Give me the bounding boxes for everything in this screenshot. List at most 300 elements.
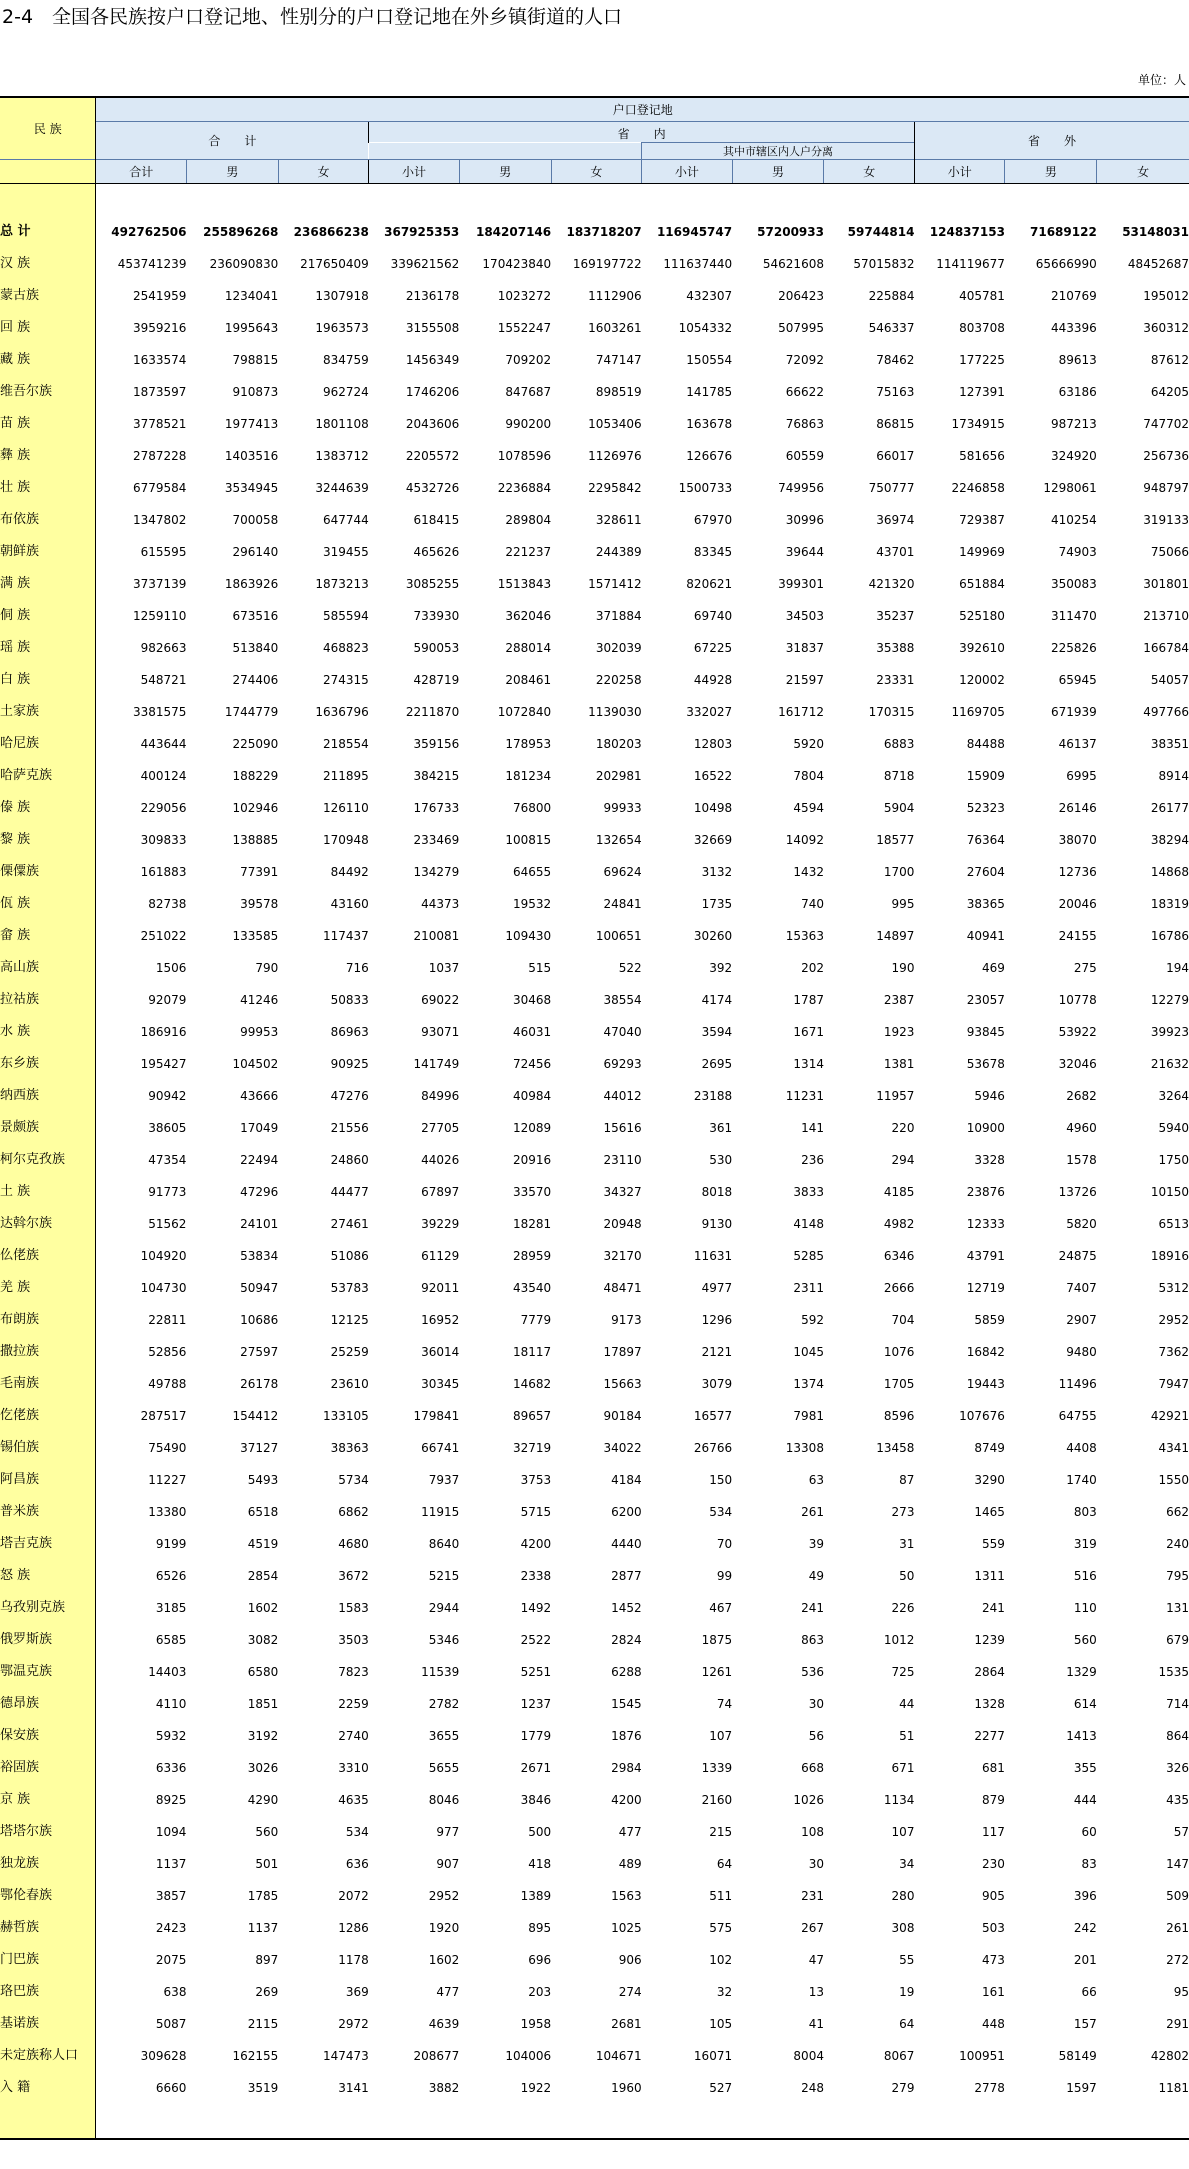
table-row [0,1176,1189,1208]
value-cell: 1851 [247,1697,279,1711]
value-cell: 3672 [338,1569,369,1583]
value-cell: 8749 [974,1441,1005,1455]
value-cell: 90925 [330,1057,369,1071]
value-cell: 225090 [232,737,279,751]
subheader-cell: 男 [459,160,551,184]
value-cell: 34503 [785,609,824,623]
value-cell: 362046 [505,609,552,623]
table-row [0,2040,1189,2072]
value-cell: 4680 [338,1537,369,1551]
value-cell: 67225 [693,641,733,655]
table-row [0,472,1189,504]
value-cell: 534 [709,1505,733,1519]
value-cell: 274 [618,1985,642,1999]
value-cell: 2984 [611,1761,642,1775]
value-cell: 1314 [793,1057,824,1071]
value-cell: 86815 [876,417,915,431]
value-cell: 432307 [686,289,733,303]
value-cell: 26766 [693,1441,733,1455]
value-cell: 63186 [1058,385,1097,399]
subheader-cell: 男 [186,160,278,184]
value-cell: 4977 [701,1281,733,1295]
value-cell: 1779 [520,1729,552,1743]
value-cell: 1700 [883,865,915,879]
value-cell: 230 [982,1857,1005,1871]
value-cell: 733930 [413,609,460,623]
value-cell: 225826 [1050,641,1097,655]
value-cell: 6346 [883,1249,915,1263]
value-cell: 308 [891,1921,915,1935]
value-cell: 2121 [701,1345,733,1359]
value-cell: 161 [982,1985,1005,1999]
value-cell: 2952 [1158,1313,1189,1327]
value-cell: 5859 [974,1313,1005,1327]
value-cell: 20046 [1058,897,1097,911]
value-cell: 4341 [1158,1441,1189,1455]
value-cell: 67897 [421,1185,460,1199]
value-cell: 269 [255,1985,279,1999]
value-cell: 863 [801,1633,824,1647]
value-cell: 24860 [330,1153,369,1167]
value-cell: 585594 [322,609,369,623]
value-cell: 36014 [421,1345,460,1359]
ethnicity-name: 畲 族 [0,920,96,952]
value-cell: 2782 [428,1697,460,1711]
value-cell: 1374 [793,1377,824,1391]
value-cell: 19 [899,1985,915,1999]
value-cell: 548721 [140,673,187,687]
value-cell: 50833 [330,993,369,1007]
value-cell: 3778521 [133,417,187,431]
value-cell: 100815 [505,833,552,847]
value-cell: 647744 [322,513,369,527]
value-cell: 60559 [785,449,824,463]
value-cell: 110 [1073,1601,1097,1615]
value-cell: 1920 [428,1921,460,1935]
value-cell: 3244639 [315,481,369,495]
value-cell: 1571412 [588,577,642,591]
value-cell: 10900 [966,1121,1005,1135]
value-cell: 1234041 [224,289,279,303]
value-cell: 2160 [701,1793,733,1807]
value-cell: 47354 [148,1153,187,1167]
value-cell: 82738 [148,897,187,911]
value-cell: 6288 [611,1665,642,1679]
value-cell: 1012 [883,1633,915,1647]
value-cell: 23876 [966,1185,1005,1199]
value-cell: 40984 [512,1089,552,1103]
value-cell: 194 [1166,961,1189,975]
value-cell: 5655 [428,1761,460,1775]
value-cell: 1785 [247,1889,279,1903]
value-cell: 92011 [421,1281,460,1295]
header-in-province-spacer [369,143,642,160]
value-cell: 5285 [793,1249,824,1263]
value-cell: 91773 [148,1185,187,1199]
value-cell: 26177 [1150,801,1189,815]
value-cell: 2387 [883,993,915,1007]
value-cell: 289804 [505,513,552,527]
spacer-cell [96,184,1189,217]
value-cell: 261 [801,1505,824,1519]
value-cell: 108 [801,1825,824,1839]
value-cell: 6779584 [133,481,187,495]
value-cell: 747147 [595,353,642,367]
value-cell: 248 [801,2081,824,2095]
value-cell: 355 [1073,1761,1097,1775]
value-cell: 7947 [1158,1377,1189,1391]
value-cell: 990200 [505,417,552,431]
value-cell: 1963573 [315,321,369,335]
value-cell: 127391 [959,385,1005,399]
value-cell: 2136178 [405,289,460,303]
value-cell: 16842 [966,1345,1005,1359]
table-row [0,1208,1189,1240]
value-cell: 477 [436,1985,460,1999]
value-cell: 4639 [428,2017,460,2031]
value-cell: 51086 [330,1249,369,1263]
value-cell: 11631 [693,1249,733,1263]
value-cell: 43666 [240,1089,279,1103]
value-cell: 1078596 [497,449,552,463]
value-cell: 107676 [959,1409,1005,1423]
value-cell: 1583 [338,1601,369,1615]
ethnicity-name: 东乡族 [0,1048,96,1080]
value-cell: 3381575 [133,705,187,719]
value-cell: 9480 [1066,1345,1097,1359]
value-cell: 76364 [966,833,1005,847]
ethnicity-name: 藏 族 [0,344,96,376]
value-cell: 21632 [1150,1057,1189,1071]
value-cell: 57 [1173,1825,1189,1839]
ethnicity-name: 乌孜别克族 [0,1592,96,1624]
value-cell: 319 [1073,1537,1097,1551]
value-cell: 251022 [140,929,187,943]
ethnicity-name: 锡伯族 [0,1432,96,1464]
value-cell: 184207146 [475,225,552,239]
table-row [0,248,1189,280]
value-cell: 1237 [520,1697,552,1711]
value-cell: 84996 [421,1089,460,1103]
value-cell: 61129 [421,1249,460,1263]
value-cell: 44012 [603,1089,642,1103]
ethnicity-name: 裕固族 [0,1752,96,1784]
value-cell: 696 [528,1953,552,1967]
value-cell: 581656 [959,449,1005,463]
ethnicity-name: 蒙古族 [0,280,96,312]
value-cell: 16786 [1150,929,1189,943]
value-cell: 44477 [330,1185,369,1199]
table-row [0,1816,1189,1848]
header-ethnicity: 民 族 [0,97,96,160]
value-cell: 170948 [322,833,369,847]
value-cell: 444 [1073,1793,1097,1807]
value-cell: 102 [709,1953,733,1967]
value-cell: 203 [528,1985,552,1999]
value-cell: 64 [716,1857,733,1871]
value-cell: 39578 [240,897,279,911]
value-cell: 31 [899,1537,915,1551]
ethnicity-name: 阿昌族 [0,1464,96,1496]
value-cell: 1045 [793,1345,824,1359]
value-cell: 4532726 [405,481,460,495]
value-cell: 1995643 [224,321,279,335]
ethnicity-name: 景颇族 [0,1112,96,1144]
ethnicity-name: 鄂伦春族 [0,1880,96,1912]
value-cell: 5215 [428,1569,460,1583]
value-cell: 294 [891,1153,915,1167]
value-cell: 8046 [428,1793,460,1807]
ethnicity-name: 纳西族 [0,1080,96,1112]
population-table [0,96,1189,2140]
ethnicity-name: 柯尔克孜族 [0,1144,96,1176]
ethnicity-name: 哈萨克族 [0,760,96,792]
value-cell: 847687 [505,385,552,399]
value-cell: 3737139 [133,577,187,591]
value-cell: 3155508 [405,321,460,335]
value-cell: 14682 [512,1377,552,1391]
value-cell: 17049 [240,1121,279,1135]
value-cell: 1298061 [1043,481,1097,495]
value-cell: 4148 [793,1217,824,1231]
value-cell: 280 [891,1889,915,1903]
subheader-cell: 女 [1097,160,1189,184]
value-cell: 218554 [322,737,369,751]
value-cell: 64205 [1150,385,1189,399]
value-cell: 210081 [413,929,460,943]
value-cell: 4184 [611,1473,642,1487]
value-cell: 1072840 [497,705,552,719]
value-cell: 37127 [240,1441,279,1455]
ethnicity-name: 撒拉族 [0,1336,96,1368]
ethnicity-name: 汉 族 [0,248,96,280]
value-cell: 229056 [140,801,187,815]
value-cell: 400124 [140,769,187,783]
value-cell: 1873213 [315,577,369,591]
value-cell: 52856 [148,1345,187,1359]
ethnicity-name: 怒 族 [0,1560,96,1592]
value-cell: 47 [808,1953,824,1967]
value-cell: 7823 [338,1665,369,1679]
value-cell: 208677 [413,2049,460,2063]
value-cell: 44373 [421,897,460,911]
value-cell: 1053406 [588,417,642,431]
value-cell: 681 [982,1761,1005,1775]
value-cell: 65666990 [1035,257,1097,271]
value-cell: 211895 [322,769,369,783]
value-cell: 104730 [140,1281,187,1295]
value-cell: 638 [163,1985,187,1999]
table-row [0,440,1189,472]
value-cell: 76863 [785,417,824,431]
value-cell: 23110 [603,1153,642,1167]
value-cell: 93845 [966,1025,1005,1039]
value-cell: 274406 [232,673,279,687]
ethnicity-name: 独龙族 [0,1848,96,1880]
value-cell: 33570 [512,1185,552,1199]
value-cell: 41246 [240,993,279,1007]
value-cell: 6513 [1158,1217,1189,1231]
ethnicity-name: 彝 族 [0,440,96,472]
value-cell: 30260 [693,929,733,943]
value-cell: 1296 [701,1313,733,1327]
ethnicity-name: 基诺族 [0,2008,96,2040]
value-cell: 18117 [512,1345,552,1359]
value-cell: 489 [618,1857,642,1871]
value-cell: 1259110 [133,609,187,623]
value-cell: 1873597 [133,385,187,399]
value-cell: 13726 [1058,1185,1097,1199]
ethnicity-name: 羌 族 [0,1272,96,1304]
value-cell: 275 [1073,961,1097,975]
value-cell: 181234 [505,769,552,783]
value-cell: 92079 [148,993,187,1007]
value-cell: 5940 [1158,1121,1189,1135]
ethnicity-name: 鄂温克族 [0,1656,96,1688]
value-cell: 367925353 [384,225,460,239]
value-cell: 24101 [240,1217,279,1231]
ethnicity-name: 未定族称人口 [0,2040,96,2072]
value-cell: 244389 [595,545,642,559]
table-row [0,568,1189,600]
value-cell: 324920 [1050,449,1097,463]
value-cell: 133585 [232,929,279,943]
value-cell: 163678 [686,417,733,431]
value-cell: 14092 [785,833,824,847]
value-cell: 671 [891,1761,915,1775]
value-cell: 95 [1173,1985,1189,1999]
table-row [0,1592,1189,1624]
value-cell: 1432 [793,865,824,879]
table-row [0,1784,1189,1816]
value-cell: 350083 [1050,577,1097,591]
value-cell: 421320 [868,577,915,591]
value-cell: 709202 [505,353,552,367]
value-cell: 1307918 [315,289,369,303]
value-cell: 3192 [247,1729,279,1743]
value-cell: 2072 [338,1889,369,1903]
value-cell: 507995 [778,321,824,335]
value-cell: 2864 [974,1665,1005,1679]
value-cell: 89613 [1058,353,1097,367]
value-cell: 704 [891,1313,915,1327]
value-cell: 74903 [1058,545,1097,559]
table-row [0,792,1189,824]
value-cell: 615595 [140,545,187,559]
value-cell: 301801 [1143,577,1189,591]
value-cell: 53783 [330,1281,369,1295]
value-cell: 2211870 [405,705,460,719]
value-cell: 44026 [421,1153,460,1167]
value-cell: 3959216 [133,321,187,335]
value-cell: 23610 [330,1377,369,1391]
value-cell: 1389 [520,1889,552,1903]
ethnicity-name: 保安族 [0,1720,96,1752]
value-cell: 195427 [140,1057,187,1071]
value-cell: 3141 [338,2081,369,2095]
ethnicity-name: 德昂族 [0,1688,96,1720]
value-cell: 12125 [330,1313,369,1327]
header-total: 合 计 [96,122,369,160]
value-cell: 4290 [247,1793,279,1807]
value-cell: 473 [982,1953,1005,1967]
value-cell: 2246858 [951,481,1005,495]
value-cell: 170423840 [482,257,552,271]
value-cell: 3594 [701,1025,733,1039]
value-cell: 1746206 [405,385,460,399]
value-cell: 4110 [155,1697,187,1711]
unit-label: 单位：人 [1137,73,1186,87]
value-cell: 895 [528,1921,552,1935]
value-cell: 32170 [603,1249,642,1263]
value-cell: 176733 [413,801,460,815]
value-cell: 5904 [883,801,915,815]
value-cell: 18916 [1150,1249,1189,1263]
ethnicity-name: 侗 族 [0,600,96,632]
value-cell: 8596 [883,1409,915,1423]
value-cell: 1492 [520,1601,552,1615]
value-cell: 90184 [603,1409,642,1423]
table-row [0,1528,1189,1560]
value-cell: 261 [1166,1921,1189,1935]
value-cell: 1037 [428,961,460,975]
value-cell: 302039 [595,641,642,655]
table-row [0,1976,1189,2008]
value-cell: 66622 [785,385,824,399]
table-row [0,1016,1189,1048]
subheader-cell: 男 [732,160,824,184]
value-cell: 117437 [322,929,369,943]
ethnicity-name: 京 族 [0,1784,96,1816]
value-cell: 179841 [413,1409,460,1423]
table-row [0,1880,1189,1912]
value-cell: 1705 [883,1377,915,1391]
value-cell: 448 [982,2017,1005,2031]
table-row [0,1656,1189,1688]
value-cell: 30996 [785,513,824,527]
value-cell: 2522 [520,1633,552,1647]
value-cell: 2311 [793,1281,824,1295]
value-cell: 536 [801,1665,824,1679]
table-row [0,1048,1189,1080]
value-cell: 1181 [1158,2081,1189,2095]
value-cell: 241 [801,1601,824,1615]
value-cell: 16522 [693,769,733,783]
value-cell: 2236884 [497,481,552,495]
value-cell: 16071 [693,2049,733,2063]
value-cell: 1381 [883,1057,915,1071]
value-cell: 962724 [322,385,369,399]
table-row [0,1912,1189,1944]
value-cell: 100951 [959,2049,1005,2063]
value-cell: 1339 [701,1761,733,1775]
ethnicity-name: 赫哲族 [0,1912,96,1944]
value-cell: 332027 [686,705,733,719]
value-cell: 69624 [603,865,642,879]
value-cell: 546337 [868,321,915,335]
value-cell: 1178 [338,1953,369,1967]
value-cell: 255896268 [203,225,279,239]
value-cell: 501 [255,1857,279,1871]
value-cell: 12736 [1058,865,1097,879]
value-cell: 44928 [693,673,733,687]
value-cell: 30345 [421,1377,460,1391]
value-cell: 39644 [785,545,824,559]
value-cell: 126110 [322,801,369,815]
value-cell: 21597 [785,673,824,687]
value-cell: 49788 [148,1377,187,1391]
value-cell: 104006 [505,2049,552,2063]
